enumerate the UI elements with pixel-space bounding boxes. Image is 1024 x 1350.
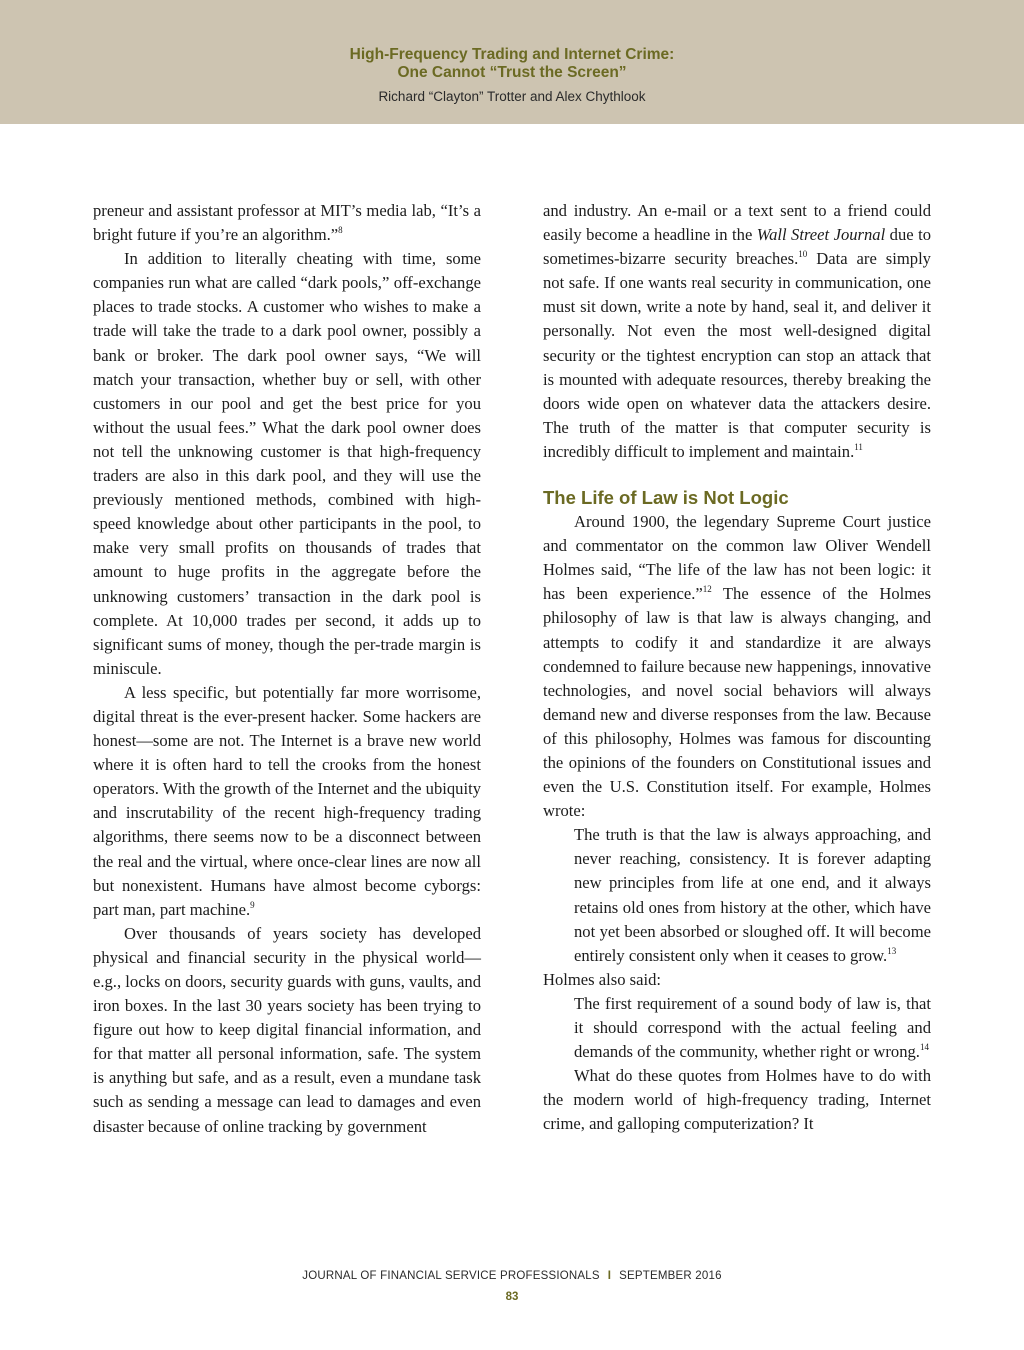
paragraph: What do these quotes from Holmes have to do with the modern world of high-frequency trading, Internet crime, and galloping computerization? It — [543, 1066, 931, 1134]
footnote-ref: 12 — [702, 584, 712, 595]
footnote-ref: 11 — [854, 441, 863, 452]
block-quote: The truth is that the law is always approaching, and never reaching, consistency. It is forever adapting new principles from life at one end, and it always retains old ones from history at the other, which have not yet been absorbed or sloughed off. It will become entirely consistent only when it ceases to grow.$^{13}$ — [574, 825, 931, 965]
footnote-ref: 10 — [798, 249, 808, 260]
paragraph: preneur and assistant professor at MIT’s media lab, “It’s a bright future if you’re an algorithm.”$^8$ — [93, 201, 481, 245]
paragraph: Holmes also said: — [543, 969, 661, 989]
footnote-ref: 8 — [338, 225, 343, 236]
running-header — [0, 0, 1024, 124]
footnote-ref: 9 — [250, 899, 255, 910]
paragraph: Over thousands of years society has developed physical and financial security in the physical world—e.g., locks on doors, security guards with guns, vaults, and iron boxes. In the last 30 years society has been trying to figure out how to keep digital financial information, and for that matter all personal information, safe. The system is anything but safe, and as a result, even a mundane task such as sending a message can lead to damages and even disaster because of online tracking by government — [93, 923, 481, 1136]
footnote-ref: 13 — [887, 945, 897, 956]
page-number: 83 — [505, 1291, 519, 1303]
paragraph: A less specific, but potentially far more worrisome, digital threat is the ever-present hacker. Some hackers are honest—some are not. The Internet is a brave new world where it is often hard to tell the crooks from the honest operators. With the growth of the Internet and the ubiquity and inscrutability of the recent high-frequency trading algorithms, there seems now to be a disconnect between the real and the virtual, where once-clear lines are now all but nonexistent. Humans have almost become cyborgs: part man, part machine.$^9$ — [93, 682, 481, 919]
issue-date: SEPTEMBER 2016 — [619, 1270, 722, 1282]
paragraph: and industry. An e-mail or a text sent to a friend could easily become a headline in the Wall Street Journal due to sometimes-bizarre security breaches.$^{10}$ Data are simply not safe. If one wants real security in communication, one must sit down, write a note by hand, seal it, and deliver it personally. Not even the most well-designed digital security or the tightest encryption can stop an attack that is mounted with adequate resources, thereby breaking the doors wide open on whatever data the attackers desire. The truth of the matter is that computer security is incredibly difficult to implement and maintain.$^{11}$ — [543, 201, 931, 461]
header-title-line2: One Cannot “Trust the Screen” — [397, 64, 627, 81]
paragraph: In addition to literally cheating with time, some companies run what are called “dark pools,” off-exchange places to trade stocks. A customer who wishes to make a trade will take the trade to a dark pool owner, possibly a bank or broker. The dark pool owner says, “We will match your transaction, whether buy or sell, with other customers in our pool and get the best price for you without the usual fees.” What the dark pool owner does not tell the unknowing customer is that high-frequency traders are also in this dark pool, and they will use the previously mentioned methods, combined with high-speed knowledge about other participants in the pool, to make very small profits on thousands of trades that amount to huge profits in the aggregate before the unknowing customers’ transaction in the dark pool is complete. At 10,000 trades per second, it adds up to significant sums of money, though the per-trade margin is miniscule. — [93, 249, 481, 678]
footnote-ref: 14 — [919, 1042, 929, 1053]
right-column — [543, 199, 931, 1136]
header-title-line1: High-Frequency Trading and Internet Crime: — [349, 46, 675, 63]
left-column — [93, 199, 481, 1139]
paragraph: Around 1900, the legendary Supreme Court justice and commentator on the common law Oliver Wendell Holmes said, “The life of the law has not been logic: it has been experience.”$^{12}$ The essence of the Holmes philosophy of law is that law is always changing, and attempts to codify it and standardize it are always condemned to failure because new happenings, innovative technologies, and novel social behaviors will always demand new and diverse responses from the law. Because of this philosophy, Holmes was famous for discounting the opinions of the founders on Constitutional issues and even the U.S. Constitution itself. For example, Holmes wrote: — [543, 512, 931, 821]
section-heading: The Life of Law is Not Logic — [543, 487, 789, 509]
block-quote: The first requirement of a sound body of law is, that it should correspond with the actual feeling and demands of the community, whether right or wrong.$^{14}$ — [574, 993, 931, 1062]
header-authors: Richard “Clayton” Trotter and Alex Chythlook — [378, 89, 646, 104]
running-footer — [0, 1270, 1024, 1282]
journal-name: JOURNAL OF FINANCIAL SERVICE PROFESSIONALS — [302, 1270, 600, 1282]
footer-separator: I — [607, 1270, 612, 1282]
publication-title: Wall Street Journal — [756, 225, 886, 245]
